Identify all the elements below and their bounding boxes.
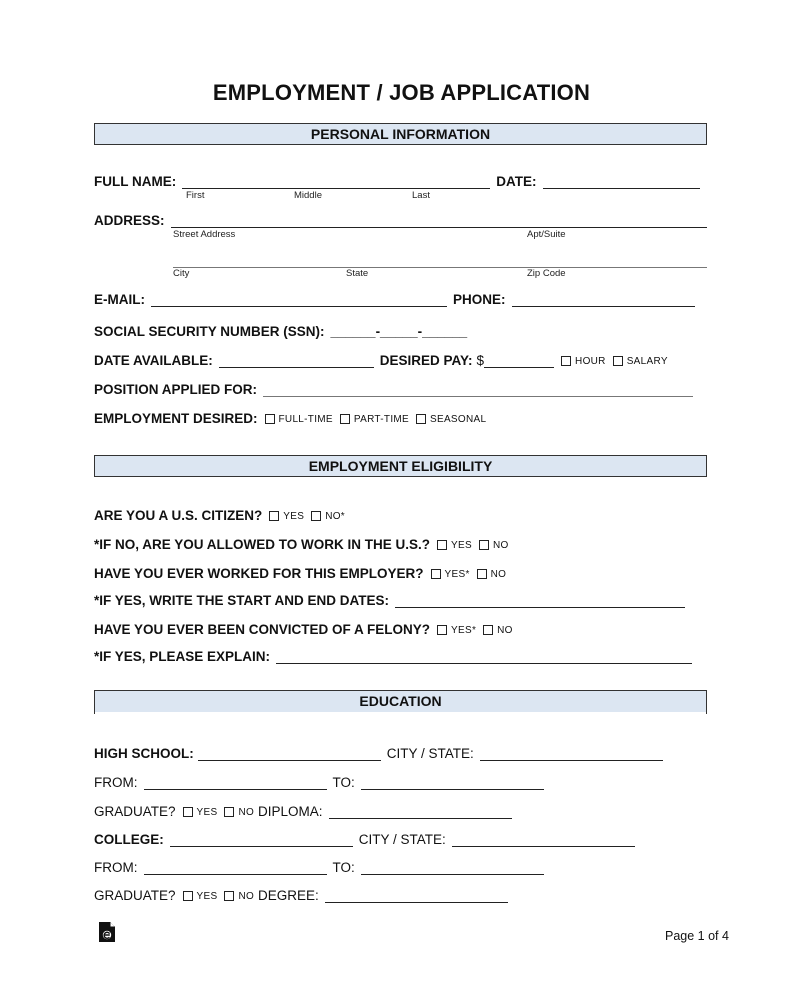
college-graduate-yes-checkbox[interactable] — [183, 891, 193, 901]
zip-caption: Zip Code — [527, 268, 566, 279]
felony-no-option: NO — [497, 625, 513, 636]
high-school-from-field[interactable] — [144, 775, 327, 790]
hour-checkbox[interactable] — [561, 356, 571, 366]
date-available-label: DATE AVAILABLE: — [94, 353, 213, 368]
felony-yes-option: YES* — [451, 625, 477, 636]
start-end-dates-row — [94, 593, 685, 608]
college-city-state-label: CITY / STATE: — [358, 832, 446, 847]
employment-desired-label: EMPLOYMENT DESIRED: — [94, 411, 258, 426]
degree-label: DEGREE: — [258, 888, 319, 903]
position-row — [94, 382, 693, 397]
citizen-no-checkbox[interactable] — [311, 511, 321, 521]
date-label: DATE: — [496, 174, 537, 189]
authorized-yes-option: YES — [451, 540, 472, 551]
salary-checkbox[interactable] — [613, 356, 623, 366]
ssn-row — [94, 324, 467, 339]
ssn-field[interactable]: ______-_____-______ — [330, 324, 468, 339]
college-label: COLLEGE: — [94, 832, 164, 847]
phone-label: PHONE: — [453, 292, 506, 307]
start-end-dates-question: *IF YES, WRITE THE START AND END DATES: — [94, 593, 390, 608]
city-state-zip-field[interactable] — [173, 253, 707, 268]
felony-explain-row — [94, 649, 692, 664]
high-school-from-label: FROM: — [94, 775, 138, 790]
degree-field[interactable] — [325, 888, 508, 903]
worked-yes-option: YES* — [444, 569, 470, 580]
section-header-personal: PERSONAL INFORMATION — [94, 123, 707, 145]
high-school-graduate-label: GRADUATE? — [94, 804, 176, 819]
education-bar-right-edge — [706, 690, 707, 714]
apt-caption: Apt/Suite — [527, 229, 566, 240]
citizen-yes-checkbox[interactable] — [269, 511, 279, 521]
full-name-field[interactable] — [182, 174, 490, 189]
felony-explain-field[interactable] — [276, 649, 692, 664]
college-graduate-label: GRADUATE? — [94, 888, 176, 903]
part-time-checkbox[interactable] — [340, 414, 350, 424]
full-time-checkbox[interactable] — [265, 414, 275, 424]
worked-no-checkbox[interactable] — [477, 569, 487, 579]
last-caption: Last — [412, 190, 430, 201]
education-bar-left-edge — [94, 690, 95, 714]
high-school-graduate-yes-checkbox[interactable] — [183, 807, 193, 817]
city-caption: City — [173, 268, 190, 279]
college-graduate-row — [94, 888, 508, 903]
felony-question: HAVE YOU EVER BEEN CONVICTED OF A FELONY? — [94, 622, 431, 637]
start-end-dates-field[interactable] — [395, 593, 685, 608]
desired-pay-label: DESIRED PAY: — [379, 353, 473, 368]
desired-pay-field[interactable] — [484, 353, 554, 368]
citizen-no-option: NO* — [325, 511, 345, 522]
section-header-education: EDUCATION — [94, 690, 707, 712]
authorized-no-checkbox[interactable] — [479, 540, 489, 550]
position-label: POSITION APPLIED FOR: — [94, 382, 258, 397]
college-graduate-yes-option: YES — [196, 891, 218, 902]
college-dates-row — [94, 860, 544, 875]
previous-employer-row — [94, 566, 506, 581]
date-available-field[interactable] — [219, 353, 374, 368]
eforms-logo-icon — [98, 921, 116, 943]
high-school-graduate-no-option: NO — [238, 807, 255, 818]
college-from-label: FROM: — [94, 860, 138, 875]
college-to-field[interactable] — [361, 860, 544, 875]
availability-row — [94, 353, 668, 368]
high-school-label: HIGH SCHOOL: — [94, 746, 194, 761]
page-number: Page 1 of 4 — [665, 929, 729, 943]
college-field[interactable] — [170, 832, 353, 847]
high-school-graduate-no-checkbox[interactable] — [224, 807, 234, 817]
page-title: EMPLOYMENT / JOB APPLICATION — [212, 80, 591, 105]
worked-no-option: NO — [490, 569, 507, 580]
high-school-city-state-field[interactable] — [480, 746, 663, 761]
college-row — [94, 832, 635, 847]
citizen-question: ARE YOU A U.S. CITIZEN? — [94, 508, 263, 523]
college-graduate-no-checkbox[interactable] — [224, 891, 234, 901]
full-time-option: FULL-TIME — [278, 414, 333, 425]
address-row — [94, 213, 707, 228]
state-caption: State — [346, 268, 369, 279]
felony-explain-question: *IF YES, PLEASE EXPLAIN: — [94, 649, 271, 664]
worked-yes-checkbox[interactable] — [431, 569, 441, 579]
work-authorization-question: *IF NO, ARE YOU ALLOWED TO WORK IN THE U.S.? — [94, 537, 431, 552]
felony-yes-checkbox[interactable] — [437, 625, 447, 635]
hour-option: HOUR — [575, 356, 606, 367]
section-header-eligibility: EMPLOYMENT ELIGIBILITY — [94, 455, 707, 477]
high-school-city-state-label: CITY / STATE: — [386, 746, 474, 761]
address-label: ADDRESS: — [94, 213, 165, 228]
felony-row — [94, 622, 513, 637]
work-authorization-row — [94, 537, 509, 552]
high-school-graduate-yes-option: YES — [196, 807, 218, 818]
diploma-label: DIPLOMA: — [258, 804, 323, 819]
seasonal-option: SEASONAL — [430, 414, 487, 425]
salary-option: SALARY — [626, 356, 668, 367]
diploma-field[interactable] — [329, 804, 512, 819]
date-field[interactable] — [543, 174, 700, 189]
email-label: E-MAIL: — [94, 292, 145, 307]
authorized-yes-checkbox[interactable] — [437, 540, 447, 550]
high-school-dates-row — [94, 775, 544, 790]
college-city-state-field[interactable] — [452, 832, 635, 847]
ssn-label: SOCIAL SECURITY NUMBER (SSN): — [94, 324, 325, 339]
full-name-row — [94, 174, 700, 189]
full-name-label: FULL NAME: — [94, 174, 177, 189]
citizen-row — [94, 508, 345, 523]
college-graduate-no-option: NO — [238, 891, 255, 902]
authorized-no-option: NO — [492, 540, 509, 551]
previous-employer-question: HAVE YOU EVER WORKED FOR THIS EMPLOYER? — [94, 566, 424, 581]
street-address-field[interactable] — [171, 213, 707, 228]
first-caption: First — [186, 190, 205, 201]
college-from-field[interactable] — [144, 860, 327, 875]
high-school-row — [94, 746, 663, 761]
position-field[interactable] — [263, 382, 693, 397]
employment-desired-row — [94, 411, 486, 426]
email-field[interactable] — [151, 292, 447, 307]
high-school-graduate-row — [94, 804, 512, 819]
pay-currency-symbol: $ — [476, 353, 485, 368]
middle-caption: Middle — [294, 190, 322, 201]
citizen-yes-option: YES — [283, 511, 305, 522]
street-caption: Street Address — [173, 229, 236, 240]
high-school-to-field[interactable] — [361, 775, 544, 790]
felony-no-checkbox[interactable] — [483, 625, 493, 635]
part-time-option: PART-TIME — [353, 414, 410, 425]
college-to-label: TO: — [332, 860, 355, 875]
high-school-to-label: TO: — [332, 775, 355, 790]
phone-field[interactable] — [512, 292, 695, 307]
email-phone-row — [94, 292, 695, 307]
high-school-field[interactable] — [198, 746, 381, 761]
seasonal-checkbox[interactable] — [416, 414, 426, 424]
